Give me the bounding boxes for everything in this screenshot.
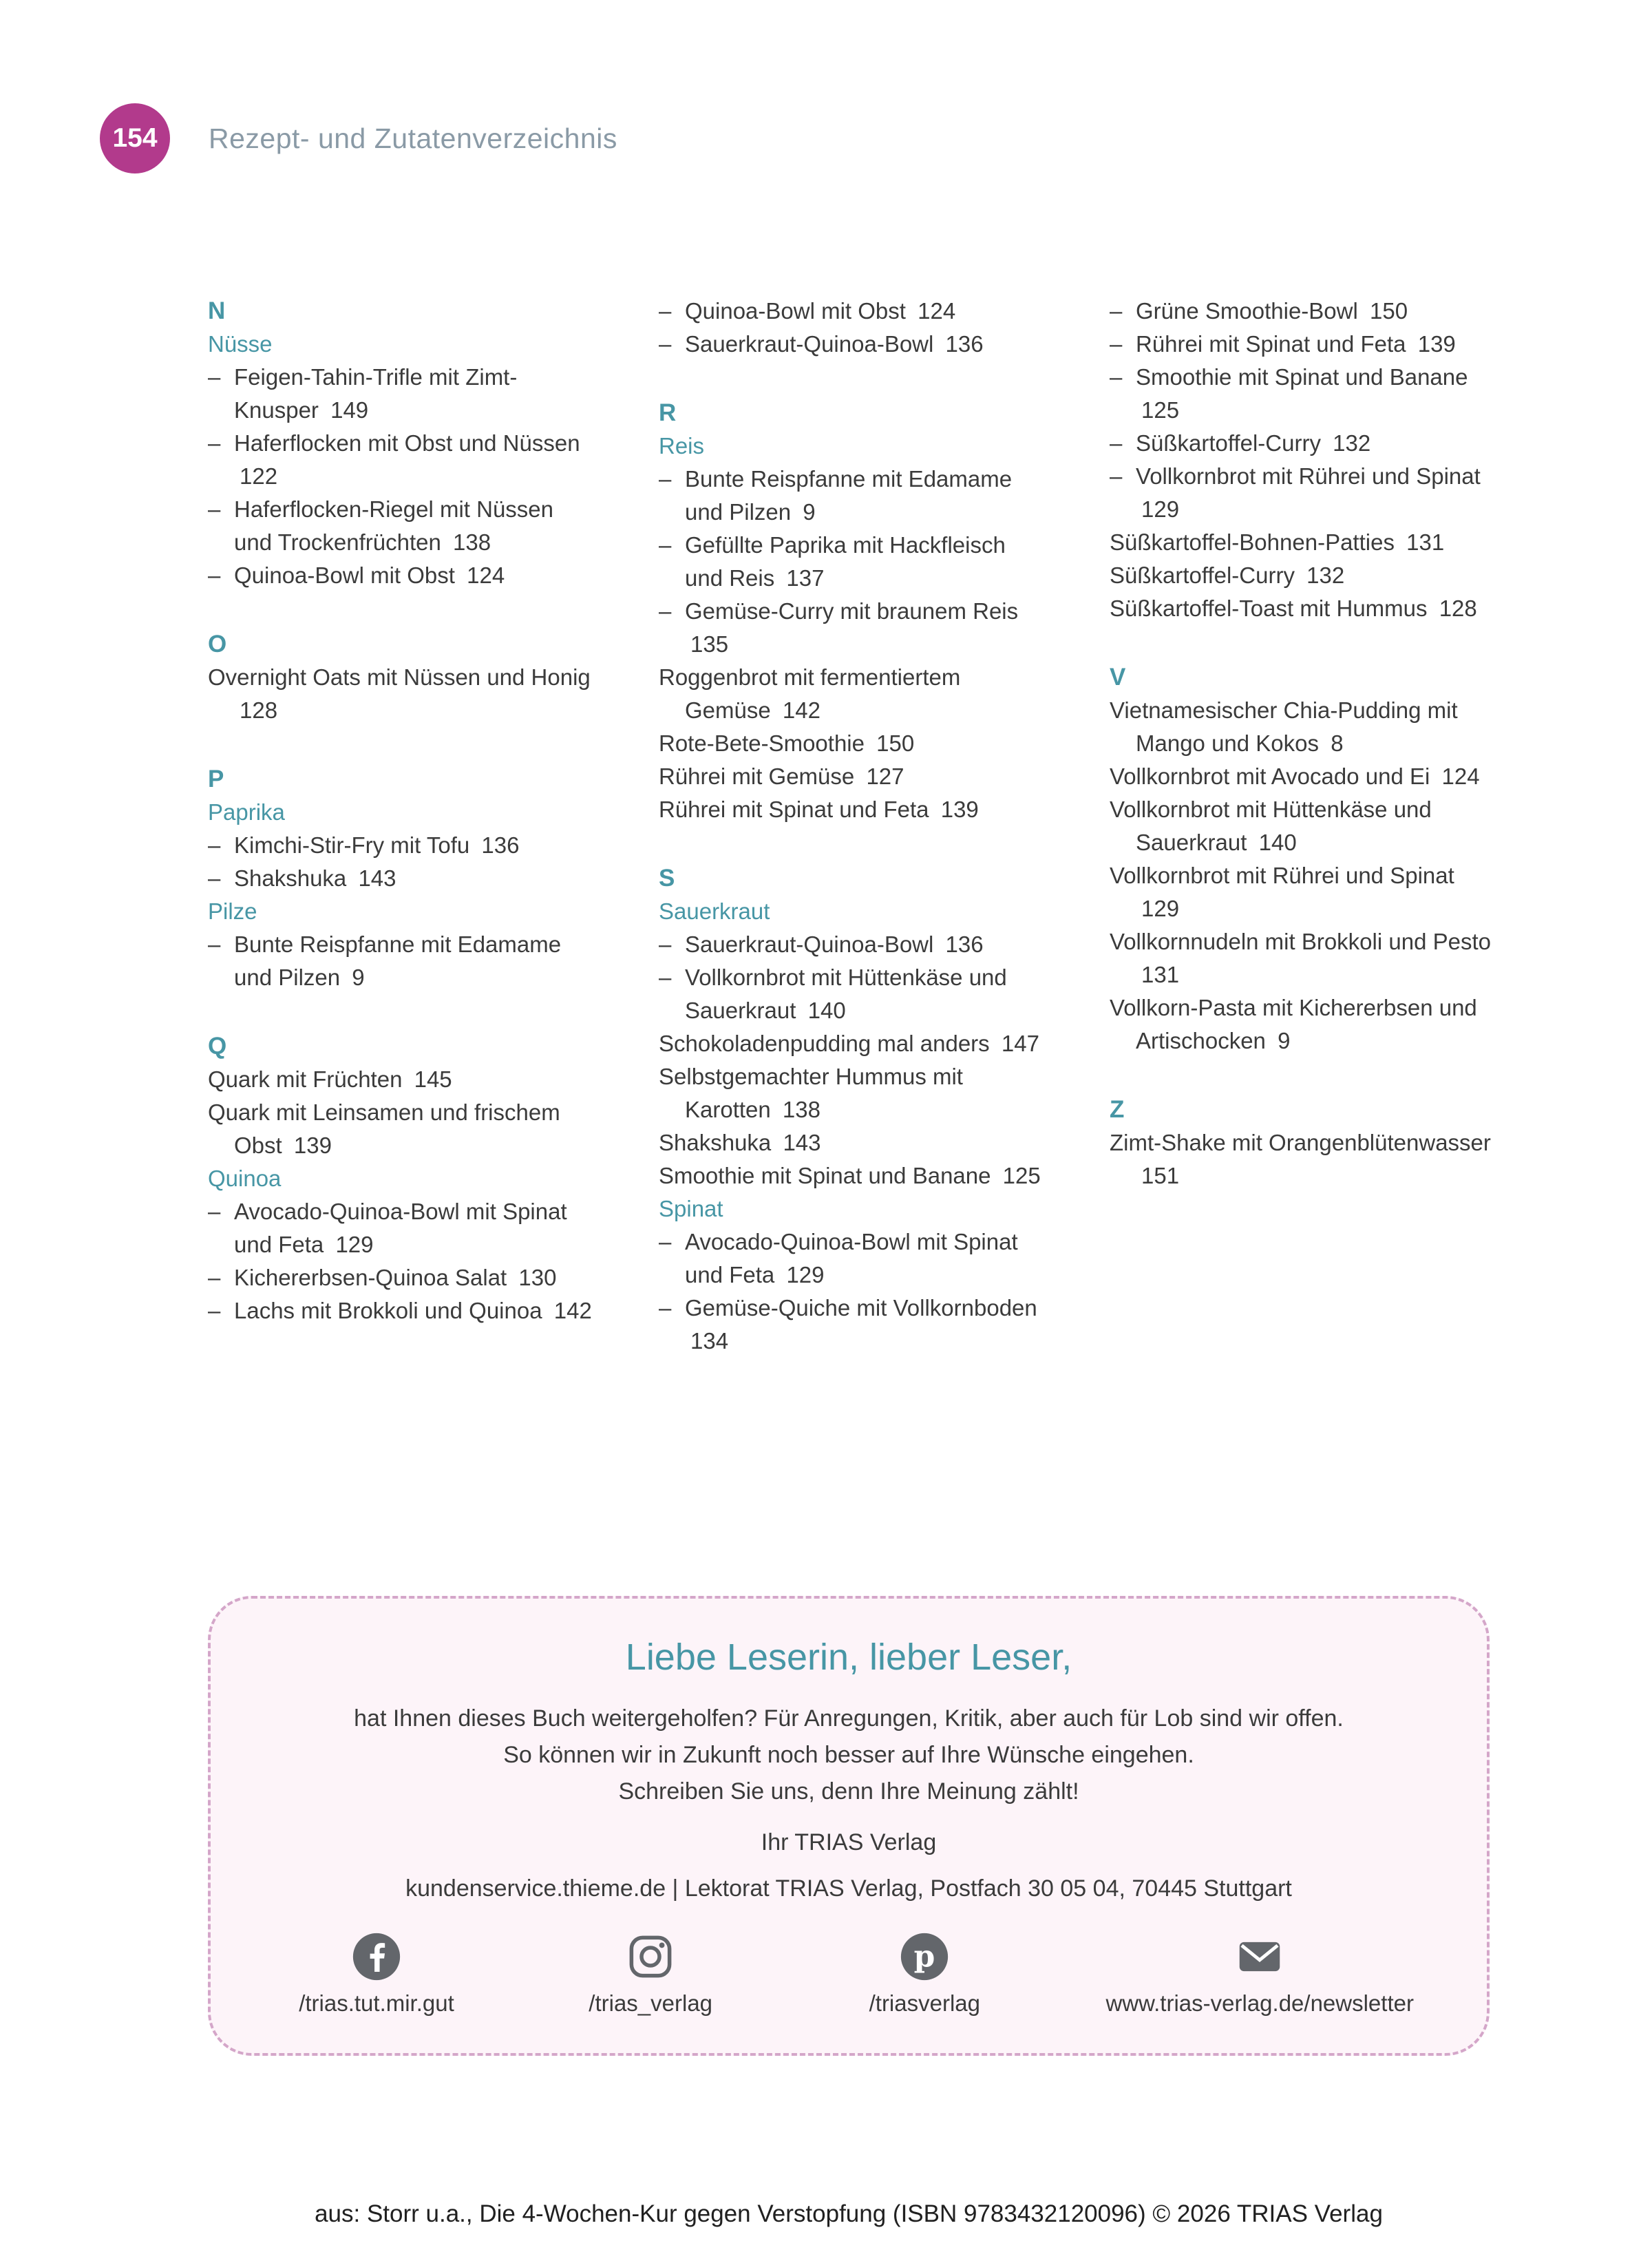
- entry-title: Gemüse-Curry mit braunem Reis: [685, 598, 1019, 624]
- entry-dash: –: [208, 430, 221, 456]
- entry-dash: –: [208, 364, 221, 390]
- index-entry: [659, 463, 1044, 529]
- heading-label: O: [208, 631, 227, 657]
- index-entry: [659, 760, 1044, 793]
- heading-label: V: [1110, 664, 1126, 691]
- entry-title: Feigen-Tahin-Trifle mit Zimt-Knusper: [234, 364, 518, 423]
- entry-title: Quinoa-Bowl mit Obst: [685, 298, 906, 324]
- entry-title: Gemüse-Quiche mit Vollkornboden: [685, 1295, 1037, 1321]
- social-handle[interactable]: /trias.tut.mir.gut: [299, 1990, 454, 2016]
- entry-title: Selbstgemachter Hummus mit Karotten: [659, 1064, 963, 1122]
- entry-title: Rührei mit Spinat und Feta: [659, 797, 929, 822]
- entry-dash: –: [1110, 364, 1123, 390]
- index-entry: [659, 727, 1044, 760]
- entry-title: Süßkartoffel-Bohnen-Patties: [1110, 529, 1395, 555]
- index-entry: [1110, 361, 1495, 427]
- heading-label: Spinat: [659, 1196, 723, 1221]
- entry-page-number: 139: [1417, 331, 1456, 357]
- entry-dash: –: [659, 965, 672, 990]
- entry-title: Shakshuka: [234, 865, 347, 891]
- index-entry: [208, 1096, 593, 1162]
- index-entry: [208, 928, 593, 994]
- entry-title: Haferflocken mit Obst und Nüssen: [234, 430, 580, 456]
- heading-label: N: [208, 297, 226, 324]
- heading-label: Reis: [659, 433, 705, 459]
- entry-page-number: 128: [1439, 596, 1477, 621]
- entry-title: Avocado-Quinoa-Bowl mit Spinat und Feta: [234, 1199, 567, 1257]
- entry-page-number: 147: [1001, 1031, 1039, 1056]
- entry-title: Schokoladenpudding mal anders: [659, 1031, 990, 1056]
- index-entry: [208, 361, 593, 427]
- index-entry: [1110, 295, 1495, 328]
- index-column-2: [1110, 295, 1495, 1358]
- reader-box-line-3: Schreiben Sie uns, denn Ihre Meinung zählt!: [618, 1778, 1079, 1805]
- index-column-0: [208, 295, 593, 1358]
- heading-label: Q: [208, 1033, 227, 1060]
- entry-dash: –: [659, 598, 672, 624]
- svg-text:p: p: [913, 1939, 935, 1975]
- recipe-index: [208, 295, 1495, 1358]
- entry-page-number: 149: [330, 397, 369, 423]
- index-letter-heading: [659, 862, 1044, 895]
- index-entry: [208, 1063, 593, 1096]
- social-handle[interactable]: /triasverlag: [869, 1990, 980, 2016]
- entry-dash: –: [659, 466, 672, 492]
- heading-label: Quinoa: [208, 1166, 282, 1191]
- heading-label: R: [659, 399, 677, 426]
- page-number-badge: 154: [100, 103, 170, 173]
- index-entry: [208, 559, 593, 592]
- index-letter-heading: [659, 397, 1044, 430]
- entry-page-number: 129: [786, 1262, 825, 1287]
- page-title: Rezept- und Zutatenverzeichnis: [209, 122, 617, 154]
- entry-title: Vollkornbrot mit Hüttenkäse und Sauerkraut: [1110, 797, 1432, 855]
- heading-label: Sauerkraut: [659, 898, 770, 924]
- entry-page-number: 136: [945, 331, 984, 357]
- entry-page-number: 139: [293, 1133, 332, 1158]
- entry-page-number: 142: [553, 1298, 592, 1323]
- entry-dash: –: [659, 932, 672, 957]
- entry-page-number: 134: [690, 1328, 729, 1354]
- entry-page-number: 140: [1258, 830, 1297, 855]
- index-entry: [1110, 427, 1495, 460]
- index-entry: [1110, 592, 1495, 625]
- entry-dash: –: [208, 496, 221, 522]
- entry-dash: –: [659, 1295, 672, 1321]
- entry-title: Haferflocken-Riegel mit Nüssen und Trockenfrüchten: [234, 496, 554, 555]
- heading-label: Paprika: [208, 799, 285, 825]
- entry-page-number: 9: [1278, 1028, 1291, 1053]
- entry-title: Kichererbsen-Quinoa Salat: [234, 1265, 507, 1290]
- heading-label: S: [659, 865, 675, 892]
- index-entry: [1110, 760, 1495, 793]
- entry-title: Rührei mit Spinat und Feta: [1136, 331, 1406, 357]
- entry-title: Quinoa-Bowl mit Obst: [234, 562, 455, 588]
- entry-dash: –: [208, 562, 221, 588]
- entry-title: Lachs mit Brokkoli und Quinoa: [234, 1298, 542, 1323]
- entry-page-number: 140: [807, 998, 846, 1023]
- entry-page-number: 131: [1406, 529, 1445, 555]
- index-entry: [208, 862, 593, 895]
- social-pinterest[interactable]: [832, 1928, 1017, 2017]
- entry-dash: –: [1110, 463, 1123, 489]
- reader-letter-box: [208, 1596, 1490, 2056]
- index-entry: [659, 1027, 1044, 1060]
- index-letter-heading: [208, 295, 593, 328]
- entry-page-number: 124: [467, 562, 505, 588]
- index-entry: [1110, 859, 1495, 925]
- social-newsletter[interactable]: [1105, 1928, 1414, 2017]
- index-entry: [208, 1294, 593, 1327]
- index-entry: [1110, 694, 1495, 760]
- index-entry: [659, 1159, 1044, 1192]
- entry-dash: –: [208, 1298, 221, 1323]
- index-category-heading: [659, 895, 1044, 928]
- entry-page-number: 150: [876, 730, 915, 756]
- index-entry: [1110, 460, 1495, 526]
- index-entry: [208, 1195, 593, 1261]
- index-entry: [208, 1261, 593, 1294]
- entry-dash: –: [1110, 331, 1123, 357]
- index-entry: [208, 661, 593, 727]
- instagram-icon: [624, 1928, 677, 1985]
- entry-page-number: 139: [940, 797, 979, 822]
- entry-page-number: 136: [481, 832, 520, 858]
- entry-page-number: 122: [240, 463, 278, 489]
- facebook-icon: [350, 1928, 403, 1985]
- reader-box-contact: kundenservice.thieme.de | Lektorat TRIAS Verlag, Postfach 30 05 04, 70445 Stuttgart: [405, 1875, 1292, 1902]
- entry-page-number: 125: [1002, 1163, 1041, 1188]
- entry-title: Avocado-Quinoa-Bowl mit Spinat und Feta: [685, 1229, 1018, 1287]
- heading-label: Z: [1110, 1096, 1125, 1123]
- entry-page-number: 124: [1441, 764, 1480, 789]
- entry-title: Smoothie mit Spinat und Banane: [1136, 364, 1468, 390]
- entry-title: Roggenbrot mit fermentiertem Gemüse: [659, 664, 961, 723]
- entry-dash: –: [208, 832, 221, 858]
- entry-page-number: 128: [240, 697, 278, 723]
- entry-title: Zimt-Shake mit Orangenblütenwasser: [1110, 1130, 1491, 1155]
- entry-title: Smoothie mit Spinat und Banane: [659, 1163, 991, 1188]
- index-category-heading: [208, 796, 593, 829]
- entry-title: Shakshuka: [659, 1130, 772, 1155]
- copyright-footer: aus: Storr u.a., Die 4-Wochen-Kur gegen Verstopfung (ISBN 9783432120096) © 2026 TRIAS Verlag: [315, 2200, 1383, 2227]
- entry-page-number: 142: [782, 697, 820, 723]
- entry-title: Kimchi-Stir-Fry mit Tofu: [234, 832, 470, 858]
- index-category-heading: [208, 328, 593, 361]
- entry-dash: –: [208, 932, 221, 957]
- entry-page-number: 138: [453, 529, 491, 555]
- entry-title: Gefüllte Paprika mit Hackfleisch und Reis: [685, 532, 1006, 591]
- entry-title: Bunte Reispfanne mit Edamame und Pilzen: [234, 932, 562, 990]
- social-links: [259, 1928, 1439, 2017]
- entry-page-number: 124: [918, 298, 956, 324]
- entry-title: Sauerkraut-Quinoa-Bowl: [685, 331, 934, 357]
- social-instagram[interactable]: [558, 1928, 743, 2017]
- index-entry: [659, 1126, 1044, 1159]
- reader-box-line-2: So können wir in Zukunft noch besser auf Ihre Wünsche eingehen.: [503, 1742, 1194, 1768]
- email-icon: [1233, 1928, 1286, 1985]
- index-entry: [659, 928, 1044, 961]
- index-letter-heading: [1110, 1093, 1495, 1126]
- entry-page-number: 132: [1306, 562, 1345, 588]
- heading-label: Nüsse: [208, 331, 273, 357]
- index-entry: [659, 961, 1044, 1027]
- entry-page-number: 131: [1141, 962, 1180, 987]
- index-entry: [659, 661, 1044, 727]
- entry-dash: –: [659, 331, 672, 357]
- entry-title: Vollkorn-Pasta mit Kichererbsen und Artischocken: [1110, 995, 1477, 1053]
- index-entry: [1110, 991, 1495, 1058]
- entry-page-number: 125: [1141, 397, 1180, 423]
- index-entry: [659, 1060, 1044, 1126]
- social-handle[interactable]: www.trias-verlag.de/newsletter: [1105, 1990, 1414, 2016]
- index-entry: [659, 1225, 1044, 1292]
- reader-box-signature: Ihr TRIAS Verlag: [761, 1829, 937, 1855]
- entry-page-number: 129: [335, 1232, 374, 1257]
- entry-dash: –: [1110, 298, 1123, 324]
- entry-title: Vollkornbrot mit Rührei und Spinat: [1110, 863, 1454, 888]
- entry-page-number: 150: [1370, 298, 1408, 324]
- entry-title: Sauerkraut-Quinoa-Bowl: [685, 932, 934, 957]
- index-entry: [208, 829, 593, 862]
- entry-page-number: 136: [945, 932, 984, 957]
- index-letter-heading: [208, 1030, 593, 1063]
- entry-page-number: 135: [690, 631, 729, 657]
- entry-title: Süßkartoffel-Toast mit Hummus: [1110, 596, 1428, 621]
- entry-page-number: 9: [803, 499, 816, 525]
- index-entry: [659, 1292, 1044, 1358]
- entry-title: Süßkartoffel-Curry: [1110, 562, 1295, 588]
- index-entry: [659, 328, 1044, 361]
- social-facebook[interactable]: [284, 1928, 469, 2017]
- index-entry: [208, 427, 593, 493]
- entry-title: Vollkornbrot mit Hüttenkäse und Sauerkraut: [685, 965, 1007, 1023]
- entry-page-number: 132: [1333, 430, 1371, 456]
- entry-title: Grüne Smoothie-Bowl: [1136, 298, 1358, 324]
- entry-page-number: 127: [866, 764, 904, 789]
- index-letter-heading: [1110, 661, 1495, 694]
- entry-dash: –: [659, 1229, 672, 1254]
- index-entry: [659, 595, 1044, 661]
- entry-title: Vollkornbrot mit Rührei und Spinat: [1136, 463, 1481, 489]
- index-entry: [1110, 1126, 1495, 1192]
- entry-page-number: 137: [786, 565, 825, 591]
- entry-title: Quark mit Früchten: [208, 1066, 403, 1092]
- index-category-heading: [659, 430, 1044, 463]
- entry-page-number: 8: [1331, 730, 1344, 756]
- index-entry: [659, 793, 1044, 826]
- entry-title: Overnight Oats mit Nüssen und Honig: [208, 664, 591, 690]
- entry-dash: –: [1110, 430, 1123, 456]
- heading-label: P: [208, 766, 224, 792]
- entry-title: Süßkartoffel-Curry: [1136, 430, 1321, 456]
- index-entry: [1110, 559, 1495, 592]
- entry-title: Bunte Reispfanne mit Edamame und Pilzen: [685, 466, 1013, 525]
- index-entry: [1110, 328, 1495, 361]
- index-letter-heading: [208, 628, 593, 661]
- index-entry: [1110, 526, 1495, 559]
- index-entry: [659, 295, 1044, 328]
- entry-page-number: 129: [1141, 896, 1180, 921]
- social-handle[interactable]: /trias_verlag: [589, 1990, 713, 2016]
- entry-dash: –: [208, 1265, 221, 1290]
- index-entry: [208, 493, 593, 559]
- entry-title: Vollkornnudeln mit Brokkoli und Pesto: [1110, 929, 1491, 954]
- entry-dash: –: [208, 1199, 221, 1224]
- reader-box-title: Liebe Leserin, lieber Leser,: [625, 1637, 1072, 1678]
- entry-dash: –: [659, 298, 672, 324]
- pinterest-icon: [898, 1928, 951, 1985]
- index-column-1: [659, 295, 1044, 1358]
- entry-page-number: 130: [518, 1265, 557, 1290]
- reader-box-line-1: hat Ihnen dieses Buch weitergeholfen? Für Anregungen, Kritik, aber auch für Lob sind wir offen.: [354, 1705, 1344, 1732]
- entry-page-number: 9: [352, 965, 365, 990]
- entry-title: Quark mit Leinsamen und frischem Obst: [208, 1100, 560, 1158]
- entry-title: Vollkornbrot mit Avocado und Ei: [1110, 764, 1430, 789]
- index-entry: [1110, 925, 1495, 991]
- index-category-heading: [208, 1162, 593, 1195]
- entry-dash: –: [208, 865, 221, 891]
- index-category-heading: [208, 895, 593, 928]
- page-header: [100, 103, 617, 173]
- index-category-heading: [659, 1192, 1044, 1225]
- entry-dash: –: [659, 532, 672, 558]
- index-entry: [1110, 793, 1495, 859]
- entry-title: Vietnamesischer Chia-Pudding mit Mango und Kokos: [1110, 697, 1458, 756]
- index-entry: [659, 529, 1044, 595]
- entry-page-number: 151: [1141, 1163, 1180, 1188]
- entry-title: Rührei mit Gemüse: [659, 764, 855, 789]
- index-letter-heading: [208, 763, 593, 796]
- entry-page-number: 129: [1141, 496, 1180, 522]
- heading-label: Pilze: [208, 898, 257, 924]
- entry-page-number: 138: [782, 1097, 820, 1122]
- entry-title: Rote-Bete-Smoothie: [659, 730, 865, 756]
- entry-page-number: 143: [358, 865, 396, 891]
- entry-page-number: 143: [783, 1130, 821, 1155]
- entry-page-number: 145: [414, 1066, 452, 1092]
